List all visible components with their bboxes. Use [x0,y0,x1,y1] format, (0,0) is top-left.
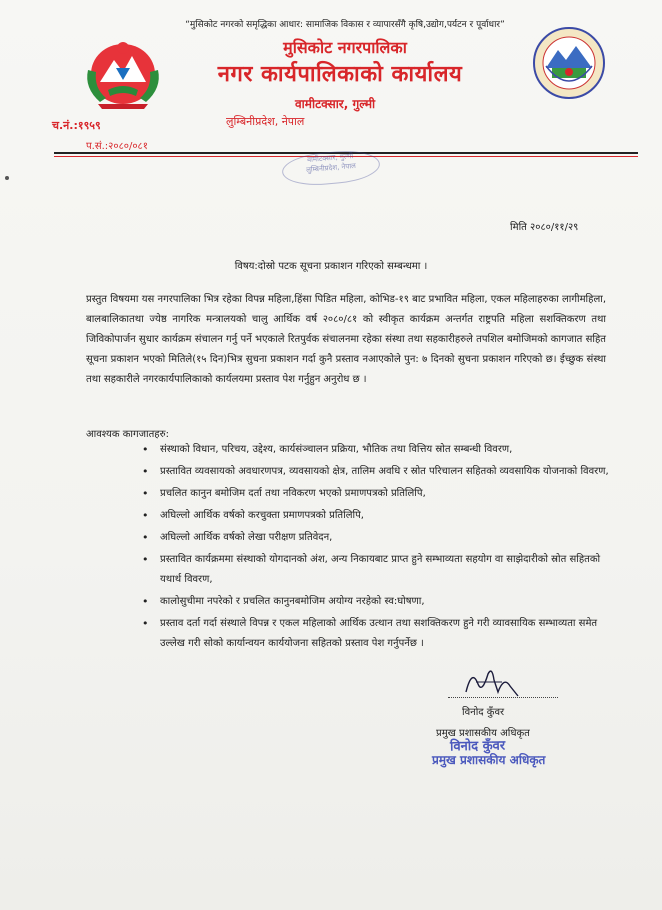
list-item: • प्रचलित कानुन बमोजिम दर्ता तथा नविकरण भएको प्रमाणपत्रको प्रतिलिपि, [140,484,612,504]
signatory-title: प्रमुख प्रशासकीय अधिकृत [436,728,530,739]
list-item: • प्रस्तावित व्यवसायको अवधारणपत्र, व्यवसायको क्षेत्र, तालिम अवधि र स्रोत परिचालन सहितको व्यवसायिक योजनाको विवरण, [140,462,612,482]
list-item: • अघिल्लो आर्थिक वर्षको लेखा परीक्षण प्रतिवेदन, [140,528,612,548]
list-item: • संस्थाको विधान, परिचय, उद्देश्य, कार्यसंञ्चालन प्रक्रिया, भौतिक तथा वित्तिय स्रोत सम्बन्धी विवरण, [140,440,612,460]
letter-subject: विषय:दोस्रो पटक सूचना प्रकाशन गरिएको सम्बन्धमा । [234,261,428,272]
dispatch-number: च.नं.:१९५९ [52,119,101,132]
signature-line [448,697,558,698]
musikot-municipality-logo-icon [532,26,606,100]
letter-body: प्रस्तुत विषयमा यस नगरपालिका भित्र रहेका विपन्न महिला,हिंसा पिडित महिला, कोभिड-१९ बाट प्रभावित महिला, एकल महिलाहरुका लागीमहिला, बालबालिकातथा ज्येष्ठ नागरिक मन्त्रालयको चालु आर्थिक वर्ष २०८०/८१ को स्वीकृत कार्यक्रम अन्तर्गत राष्ट्रपति महिला सशक्तिकरण तथा जिविकोपार्जन सुधार कार्यक्रम संचालन गर्नु पर्ने भएकाले रितपुर्वक संचालनमा रहेका संस्था तथा सहकारीहरुले तपशिल बमोजिमको कागजात सहित सूचना प्रकाशन भएको मितिले(१५ दिन)भित्र सुचना प्रकाशन गर्दा कुनै प्रस्ताव नआएकोले पुन: ७ दिनको सुचना प्रकाशन गरिएको छ। ईच्छुक संस्था तथा सहकारीले नगरकार्यपालिकाको कार्यलयमा प्रस्ताव पेश गर्नुहुन अनुरोध छ । [86,294,606,385]
fiscal-year-reference: प.सं.:२०८०/०८१ [86,141,148,152]
requirements-list [140,440,612,656]
nepal-government-emblem-icon [78,30,168,110]
name-stamp: विनोद कुँवर [449,738,506,755]
scan-mark [5,176,9,180]
municipality-name: मुसिकोट नगरपालिका [283,38,407,57]
requirements-title: आवश्यक कागजातहरु: [86,429,169,440]
office-seal-stamp: वामीटक्सार, गुल्मी लुम्बिनीप्रदेश, नेपाल [281,148,381,188]
handwritten-signature [458,662,528,702]
office-province: लुम्बिनीप्रदेश, नेपाल [226,115,305,128]
municipality-motto: “मुसिकोट नगरको समृद्धिका आधार: सामाजिक विकास र व्यापारसँगै कृषि,उद्योग,पर्यटन र पूर्वाधार” [185,20,505,30]
designation-stamp: प्रमुख प्रशासकीय अधिकृत [432,753,546,767]
list-item: • प्रस्ताव दर्ता गर्दा संस्थाले विपन्न र एकल महिलाको आर्थिक उत्थान तथा सशक्तिकरण हुने गरी व्यावसायिक सम्भाव्यता समेत उल्लेख गरी सोको कार्यान्वयन कार्ययोजना सहितको प्रस्ताव पेश गर्नुपर्नेछ । [140,614,612,654]
office-address: वामीटक्सार, गुल्मी [295,97,376,111]
office-name: नगर कार्यपालिकाको कार्यालय [217,62,463,87]
list-item: • कालोसुचीमा नपरेको र प्रचलित कानुनबमोजिम अयोग्य नरहेको स्व:घोषणा, [140,592,612,612]
list-item: • प्रस्तावित कार्यक्रममा संस्थाको योगदानको अंश, अन्य निकायबाट प्राप्त हुने सम्भाव्यता सहयोग वा साझेदारीको स्रोत सहितको यथार्थ विवरण, [140,550,612,590]
list-item: • अघिल्लो आर्थिक वर्षको करचुक्ता प्रमाणपत्रको प्रतिलिपि, [140,506,612,526]
letter-date: मिति २०८०/११/२९ [510,222,579,233]
signatory-name: विनोद कुँवर [462,707,505,718]
